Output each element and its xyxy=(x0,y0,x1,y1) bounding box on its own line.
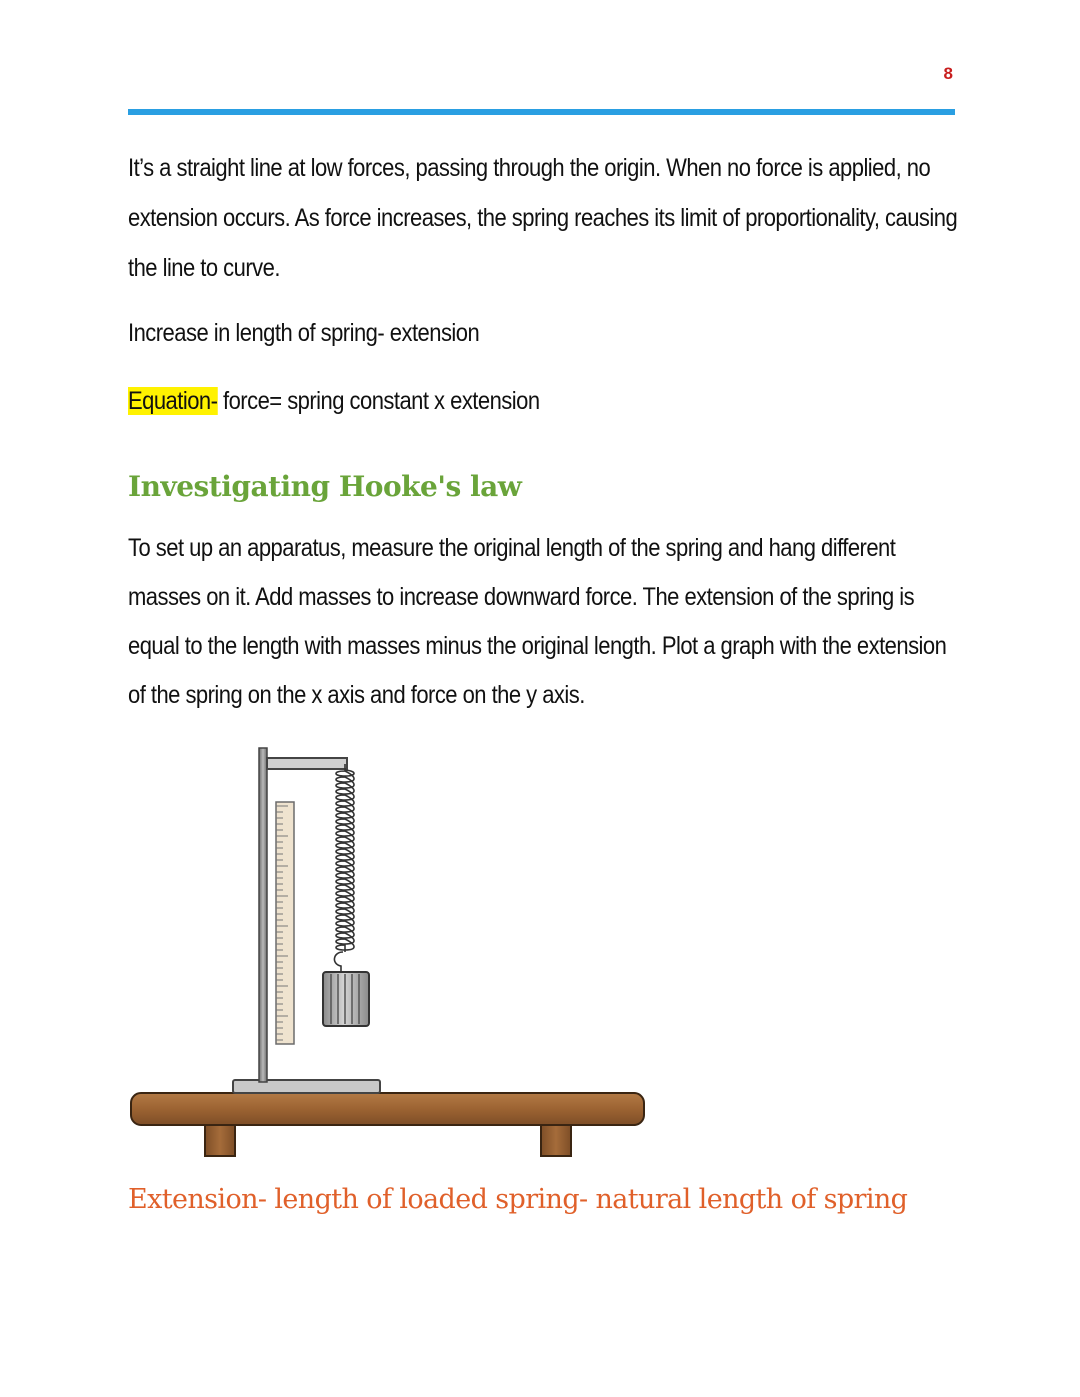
extension-formula-definition: Extension- length of loaded spring- natural length of spring xyxy=(128,1184,908,1215)
bench-leg-left xyxy=(205,1124,235,1156)
ruler xyxy=(276,802,294,1044)
stand-base xyxy=(233,1080,380,1093)
page-number: 8 xyxy=(943,64,953,83)
clamp-arm xyxy=(267,758,347,769)
masses xyxy=(323,972,369,1026)
spring xyxy=(334,764,354,972)
graph-description: It’s a straight line at low forces, passing through the origin. When no force is applied, no extension occurs. As force increases, the spring reaches its limit of proportionality, causing the line to curve. xyxy=(128,154,958,282)
extension-definition: Increase in length of spring- extension xyxy=(128,319,480,347)
equation-label: Equation- xyxy=(128,387,218,415)
header-rule xyxy=(128,109,955,115)
equation-text: force= spring constant x extension xyxy=(217,387,540,415)
bench-top xyxy=(131,1093,644,1125)
bench xyxy=(131,1093,644,1156)
stand-rod xyxy=(259,748,267,1082)
equation-line xyxy=(128,376,958,426)
section-heading: Investigating Hooke's law xyxy=(128,470,522,503)
bench-leg-right xyxy=(541,1124,571,1156)
hookes-law-apparatus-diagram xyxy=(125,740,655,1165)
section-body: To set up an apparatus, measure the original length of the spring and hang different masses on it. Add masses to increase downward force. The extension of the spring is equal to the length with masses minus the original length. Plot a graph with the extension of the spring on the x axis and force on the y axis. xyxy=(128,534,947,709)
